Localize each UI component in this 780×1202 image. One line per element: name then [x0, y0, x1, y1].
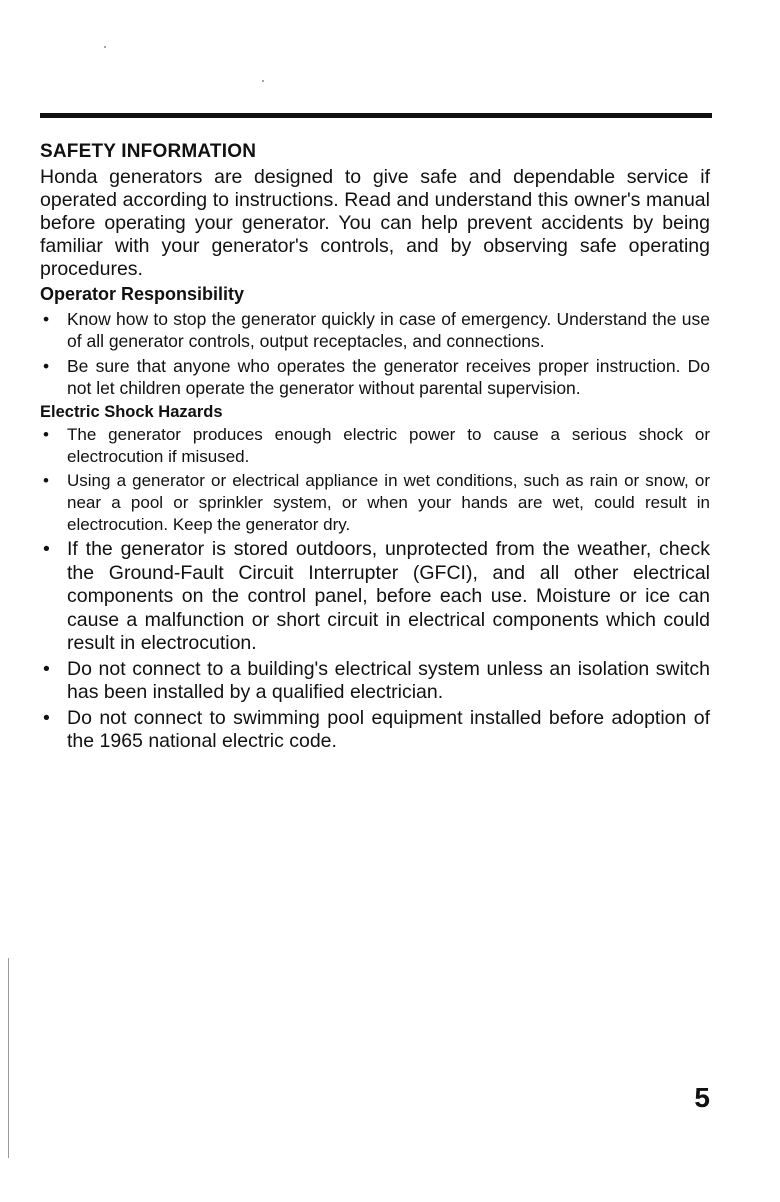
page-number: 5: [694, 1082, 710, 1113]
scan-speck: [262, 80, 264, 82]
bullet-icon: •: [43, 706, 50, 729]
scan-speck: [104, 46, 106, 48]
list-item: [40, 707, 710, 754]
list-item: [40, 470, 710, 536]
operator-responsibility-heading: Operator Responsibility: [40, 284, 245, 304]
electric-shock-hazards-list: [40, 424, 710, 754]
list-item: [40, 658, 710, 705]
bullet-icon: •: [43, 471, 49, 490]
bullet-icon: •: [43, 657, 50, 680]
bullet-icon: •: [43, 425, 49, 444]
list-item-text: Be sure that anyone who operates the generator receives proper instruction. Do not let children operate the generator without parental supervision.: [67, 356, 710, 398]
list-item: [40, 538, 710, 656]
intro-paragraph: Honda generators are designed to give safe and dependable service if operated according to instructions. Read and understand this owner's manual before operating your generator. You can help prevent accidents by being familiar with your generator's controls, and by observing safe operating procedures.: [40, 166, 710, 280]
section-title: SAFETY INFORMATION: [40, 141, 257, 162]
top-rule: [40, 113, 712, 118]
list-item-text: Using a generator or electrical appliance in wet conditions, such as rain or snow, or near a pool or sprinkler system, or when your hands are wet, could result in electrocution. Keep the generator dry.: [67, 471, 710, 534]
scan-margin-line: [8, 958, 9, 1158]
list-item: [40, 308, 710, 352]
list-item-text: If the generator is stored outdoors, unprotected from the weather, check the Ground-Fault Circuit Interrupter (GFCI), and all other electrical components on the control panel, before each use. Moisture or ice can cause a malfunction or short circuit in electrical components which could result in electrocution.: [67, 538, 710, 654]
list-item-text: The generator produces enough electric power to cause a serious shock or electrocution if misused.: [67, 425, 710, 466]
list-item: [40, 424, 710, 468]
bullet-icon: •: [43, 538, 50, 560]
list-item-text: Do not connect to swimming pool equipment installed before adoption of the 1965 national electric code.: [67, 706, 710, 752]
list-item-text: Do not connect to a building's electrical system unless an isolation switch has been installed by a qualified electrician.: [67, 657, 710, 703]
list-item: [40, 355, 710, 399]
electric-shock-hazards-heading: Electric Shock Hazards: [40, 403, 223, 421]
list-item-text: Know how to stop the generator quickly in case of emergency. Understand the use of all generator controls, output receptacles, and connections.: [67, 309, 710, 351]
operator-responsibility-list: [40, 308, 710, 399]
bullet-icon: •: [43, 309, 50, 329]
safety-section: [40, 140, 710, 754]
bullet-icon: •: [43, 356, 50, 376]
